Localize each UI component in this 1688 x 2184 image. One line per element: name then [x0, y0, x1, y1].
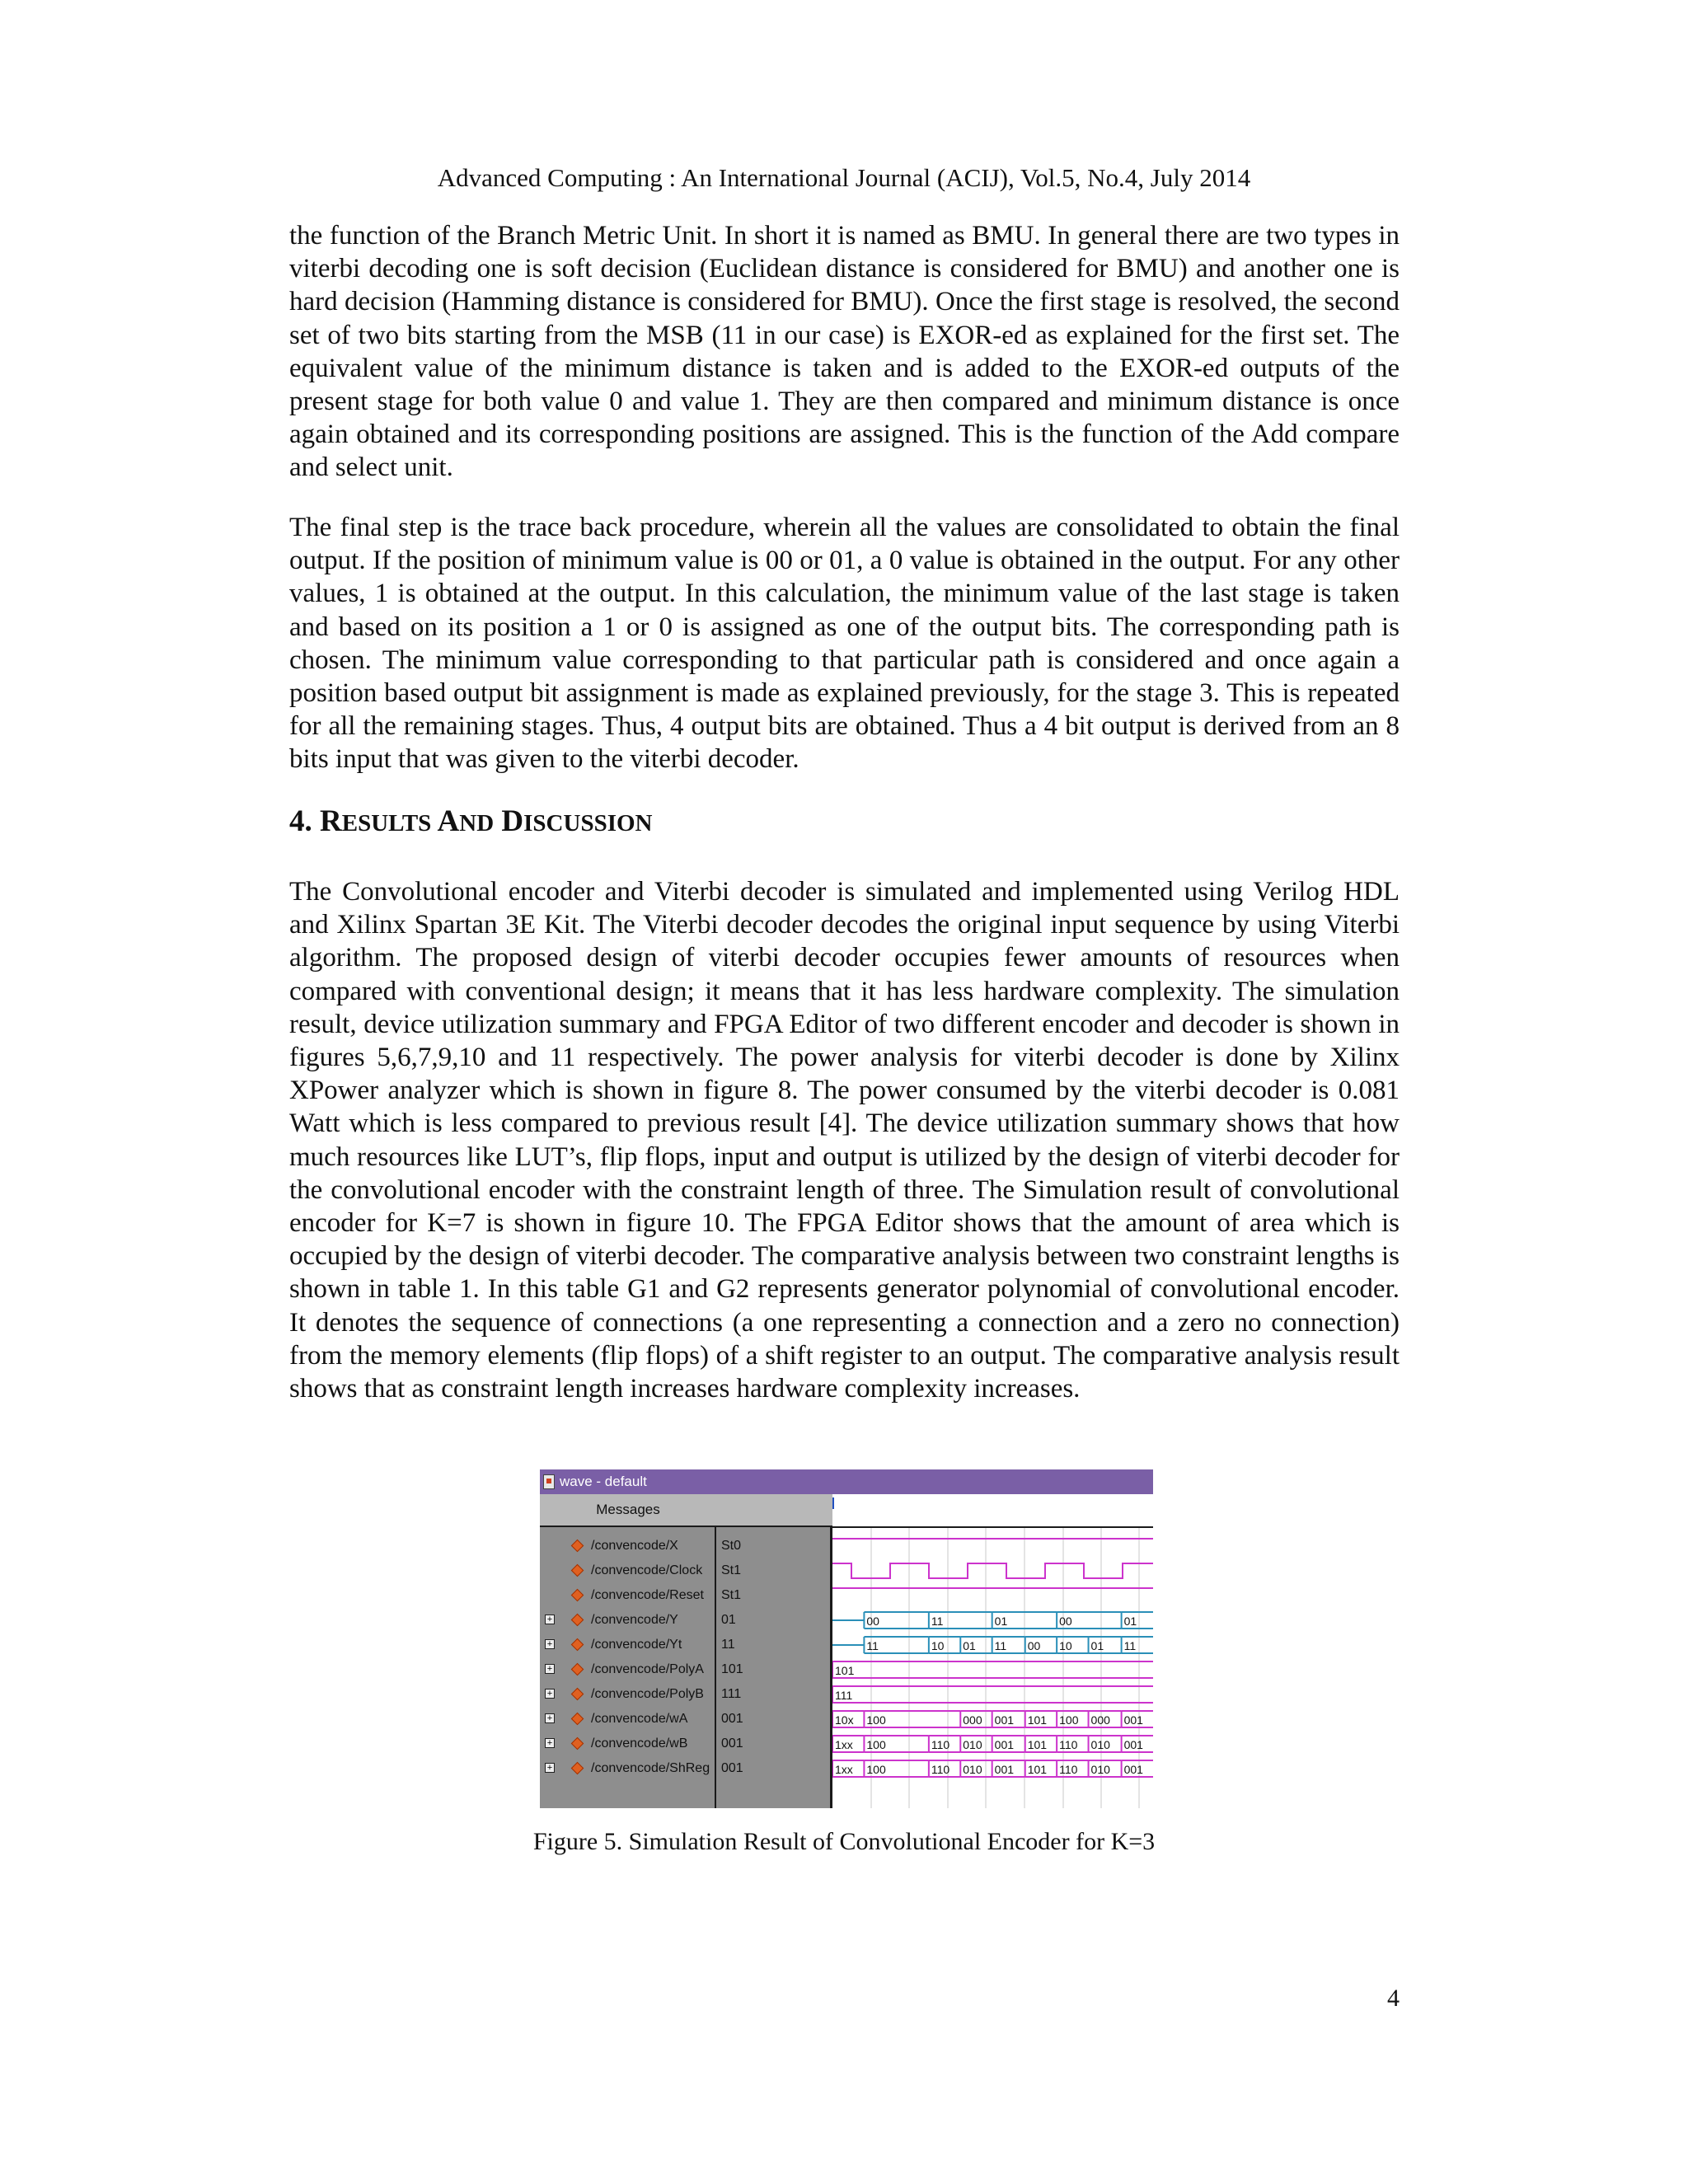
bus-value-label: 101 — [1027, 1763, 1048, 1776]
signal-value: St1 — [721, 1588, 742, 1602]
bus-value-label: 10x — [835, 1713, 854, 1727]
signal-value: 001 — [721, 1736, 743, 1750]
signal-row[interactable] — [540, 1682, 716, 1707]
bus-value-label: 111 — [835, 1689, 853, 1702]
signal-row[interactable] — [540, 1583, 716, 1608]
section-heading — [289, 803, 652, 842]
bus-value-label: 110 — [1059, 1738, 1078, 1751]
signal-row[interactable] — [540, 1756, 716, 1781]
bus-value-label: 101 — [1027, 1738, 1048, 1751]
signal-names-pane — [540, 1494, 716, 1808]
bus-value-label: 01 — [1123, 1615, 1137, 1628]
bus-value-label: 001 — [1123, 1738, 1143, 1751]
body-paragraph-3 — [289, 875, 1400, 1405]
heading-initial: A — [437, 804, 460, 838]
signal-value: 111 — [721, 1687, 742, 1701]
signal-name: /convencode/wB — [591, 1736, 688, 1750]
signal-value: 001 — [721, 1712, 743, 1726]
bus-value-label: 00 — [1059, 1615, 1072, 1628]
bus-value-label: 10 — [931, 1639, 945, 1652]
bus-value-label: 100 — [866, 1738, 886, 1751]
signal-name: /convencode/wA — [591, 1712, 688, 1726]
bus-value-label: 100 — [866, 1713, 886, 1727]
signal-name: /convencode/Clock — [591, 1563, 703, 1577]
paragraph-text: the function of the Branch Metric Unit. In short it is named as BMU. In general there are two types in viterbi decoding one is soft decision (Euclidean distance is considered for BMU) and another one is hard decision (Hamming distance is considered for BMU). Once the first stage is resolved, the second set of two bits starting from the MSB (11 in our case) is EXOR-ed as explained for the first set. The equivalent value of the minimum distance is taken and is added to the EXOR-ed outputs of the present stage for both value 0 and value 1. They are then compared and minimum distance is once again obtained and its corresponding positions are assigned. This is the function of the Add compare and select unit. — [289, 221, 1400, 483]
signal-clock-wave — [832, 1563, 1153, 1578]
signal-name: /convencode/Y — [591, 1613, 678, 1627]
bus-value-label: 00 — [1027, 1639, 1041, 1652]
heading-rest: ISCUSSION — [523, 810, 653, 837]
heading-initial: R — [320, 804, 342, 838]
signal-diamond-icon — [571, 1614, 584, 1627]
waveform-figure — [540, 1469, 1153, 1808]
bus-value-label: 00 — [866, 1615, 879, 1628]
expand-icon[interactable]: + — [545, 1615, 555, 1624]
bus-value-label: 110 — [931, 1738, 950, 1751]
signal-row[interactable] — [540, 1732, 716, 1756]
figure-caption: Figure 5. Simulation Result of Convolutional Encoder for K=3 — [532, 1828, 1156, 1855]
signal-name: /convencode/X — [591, 1539, 678, 1553]
window-app-icon — [543, 1474, 555, 1489]
signal-row[interactable] — [540, 1534, 716, 1558]
signal-row[interactable] — [540, 1558, 716, 1583]
signal-name: /convencode/PolyB — [591, 1687, 704, 1701]
expand-icon[interactable]: + — [545, 1713, 555, 1723]
bus-value-label: 10 — [1059, 1639, 1072, 1652]
bus-value-label: 100 — [1059, 1713, 1079, 1727]
signal-name: /convencode/PolyA — [591, 1662, 704, 1676]
section-number: 4. — [289, 804, 312, 838]
signal-diamond-icon — [571, 1589, 584, 1602]
signal-row[interactable] — [540, 1657, 716, 1682]
bus-value-label: 001 — [1123, 1713, 1143, 1727]
heading-initial: D — [501, 804, 524, 838]
expand-icon[interactable]: + — [545, 1689, 555, 1699]
signal-value: St0 — [721, 1539, 742, 1553]
bus-value-label: 110 — [931, 1763, 950, 1776]
signal-diamond-icon — [571, 1688, 584, 1701]
bus-value-label: 010 — [963, 1738, 982, 1751]
bus-value-label: 001 — [1123, 1763, 1143, 1776]
bus-value-label: 11 — [931, 1615, 944, 1628]
signal-row[interactable] — [540, 1608, 716, 1633]
signal-diamond-icon — [571, 1663, 584, 1676]
bus-value-label: 1xx — [835, 1763, 853, 1776]
bus-value-label: 000 — [1090, 1713, 1110, 1727]
signal-diamond-icon — [571, 1540, 584, 1553]
waveform-pane — [832, 1494, 1153, 1808]
expand-icon[interactable]: + — [545, 1639, 555, 1649]
body-paragraph-1 — [289, 219, 1400, 485]
waveform-canvas — [832, 1494, 1153, 1808]
signal-diamond-icon — [571, 1713, 584, 1726]
bus-value-label: 001 — [994, 1763, 1015, 1776]
bus-value-label: 000 — [963, 1713, 982, 1727]
bus-value-label: 11 — [1123, 1639, 1137, 1652]
bus-value-label: 1xx — [835, 1738, 853, 1751]
bus-value-label: 11 — [994, 1639, 1007, 1652]
signal-value: 001 — [721, 1761, 743, 1775]
bus-value-label: 101 — [1027, 1713, 1048, 1727]
heading-rest: ND — [459, 810, 495, 837]
signal-value: 11 — [721, 1638, 735, 1652]
bus-value-label: 01 — [1090, 1639, 1104, 1652]
expand-icon[interactable]: + — [545, 1763, 555, 1773]
signal-name: /convencode/Yt — [591, 1638, 682, 1652]
bus-value-label: 110 — [1059, 1763, 1078, 1776]
wave-window-titlebar — [540, 1469, 1153, 1494]
journal-header: Advanced Computing : An International Journal (ACIJ), Vol.5, No.4, July 2014 — [437, 163, 1251, 192]
signal-values-pane — [716, 1494, 832, 1808]
signal-diamond-icon — [571, 1564, 584, 1577]
bus-value-label: 01 — [963, 1639, 976, 1652]
signal-diamond-icon — [571, 1762, 584, 1775]
signal-row[interactable] — [540, 1633, 716, 1657]
bus-value-label: 001 — [994, 1713, 1015, 1727]
bus-value-label: 001 — [994, 1738, 1015, 1751]
signal-name: /convencode/ShReg — [591, 1761, 710, 1775]
signal-diamond-icon — [571, 1638, 584, 1652]
bus-value-label: 010 — [963, 1763, 982, 1776]
page-number: 4 — [1387, 1985, 1400, 2012]
paragraph-text: The final step is the trace back procedure, wherein all the values are consolidated to obtain the final output. If the position of minimum value is 00 or 01, a 0 value is obtained in the output. For any other values, 1 is obtained at the output. In this calculation, the minimum value of the last stage is taken and based on its position a 1 or 0 is assigned as one of the output bits. The corresponding path is chosen. The minimum value corresponding to that particular path is considered and once again a position based output bit assignment is made as explained previously, for the stage 3. This is repeated for all the remaining stages. Thus, 4 output bits are obtained. Thus a 4 bit output is derived from an 8 bits input that was given to the viterbi decoder. — [289, 513, 1400, 775]
messages-header: Messages — [540, 1494, 716, 1527]
signal-value: St1 — [721, 1563, 742, 1577]
signal-row[interactable] — [540, 1707, 716, 1732]
signal-diamond-icon — [571, 1737, 584, 1750]
wave-header-band — [832, 1494, 1153, 1527]
bus-value-label: 11 — [866, 1639, 879, 1652]
expand-icon[interactable]: + — [545, 1738, 555, 1748]
body-paragraph-2 — [289, 511, 1400, 776]
signal-value: 01 — [721, 1613, 736, 1627]
wave-window-title: wave - default — [560, 1474, 647, 1489]
values-header — [716, 1494, 832, 1527]
bus-value-label: 01 — [994, 1615, 1008, 1628]
bus-value-label: 101 — [835, 1664, 855, 1677]
signal-value: 101 — [721, 1662, 743, 1676]
heading-rest: ESULTS — [341, 810, 432, 837]
signal-name: /convencode/Reset — [591, 1588, 704, 1602]
expand-icon[interactable]: + — [545, 1664, 555, 1674]
paragraph-text: The Convolutional encoder and Viterbi decoder is simulated and implemented using Verilog HDL and Xilinx Spartan 3E Kit. The Viterbi decoder decodes the original input sequence by using Viterbi algorithm. The proposed design of viterbi decoder occupies fewer amounts of resources when compared with conventional design; it means that it has less hardware complexity. The simulation result, device utilization summary and FPGA Editor of two different encoder and decoder is shown in figures 5,6,7,9,10 and 11 respectively. The power analysis for viterbi decoder is done by Xilinx XPower analyzer which is shown in figure 8. The power consumed by the viterbi decoder is 0.081 Watt which is less compared to previous result [4]. The device utilization summary shows that how much resources like LUT’s, flip flops, input and output is utilized by the design of viterbi decoder for the convolutional encoder with the constraint length of three. The Simulation result of convolutional encoder for K=7 is shown in figure 10. The FPGA Editor shows that the amount of area which is occupied by the design of viterbi decoder. The comparative analysis between two constraint lengths is shown in table 1. In this table G1 and G2 represents generator polynomial of convolutional encoder. It denotes the sequence of connections (a one representing a connection and a zero no connection) from the memory elements (flip flops) of a shift register to an output. The comparative analysis result shows that as constraint length increases hardware complexity increases. — [289, 877, 1400, 1404]
bus-value-label: 100 — [866, 1763, 886, 1776]
bus-value-label: 010 — [1090, 1738, 1110, 1751]
bus-value-label: 010 — [1090, 1763, 1110, 1776]
